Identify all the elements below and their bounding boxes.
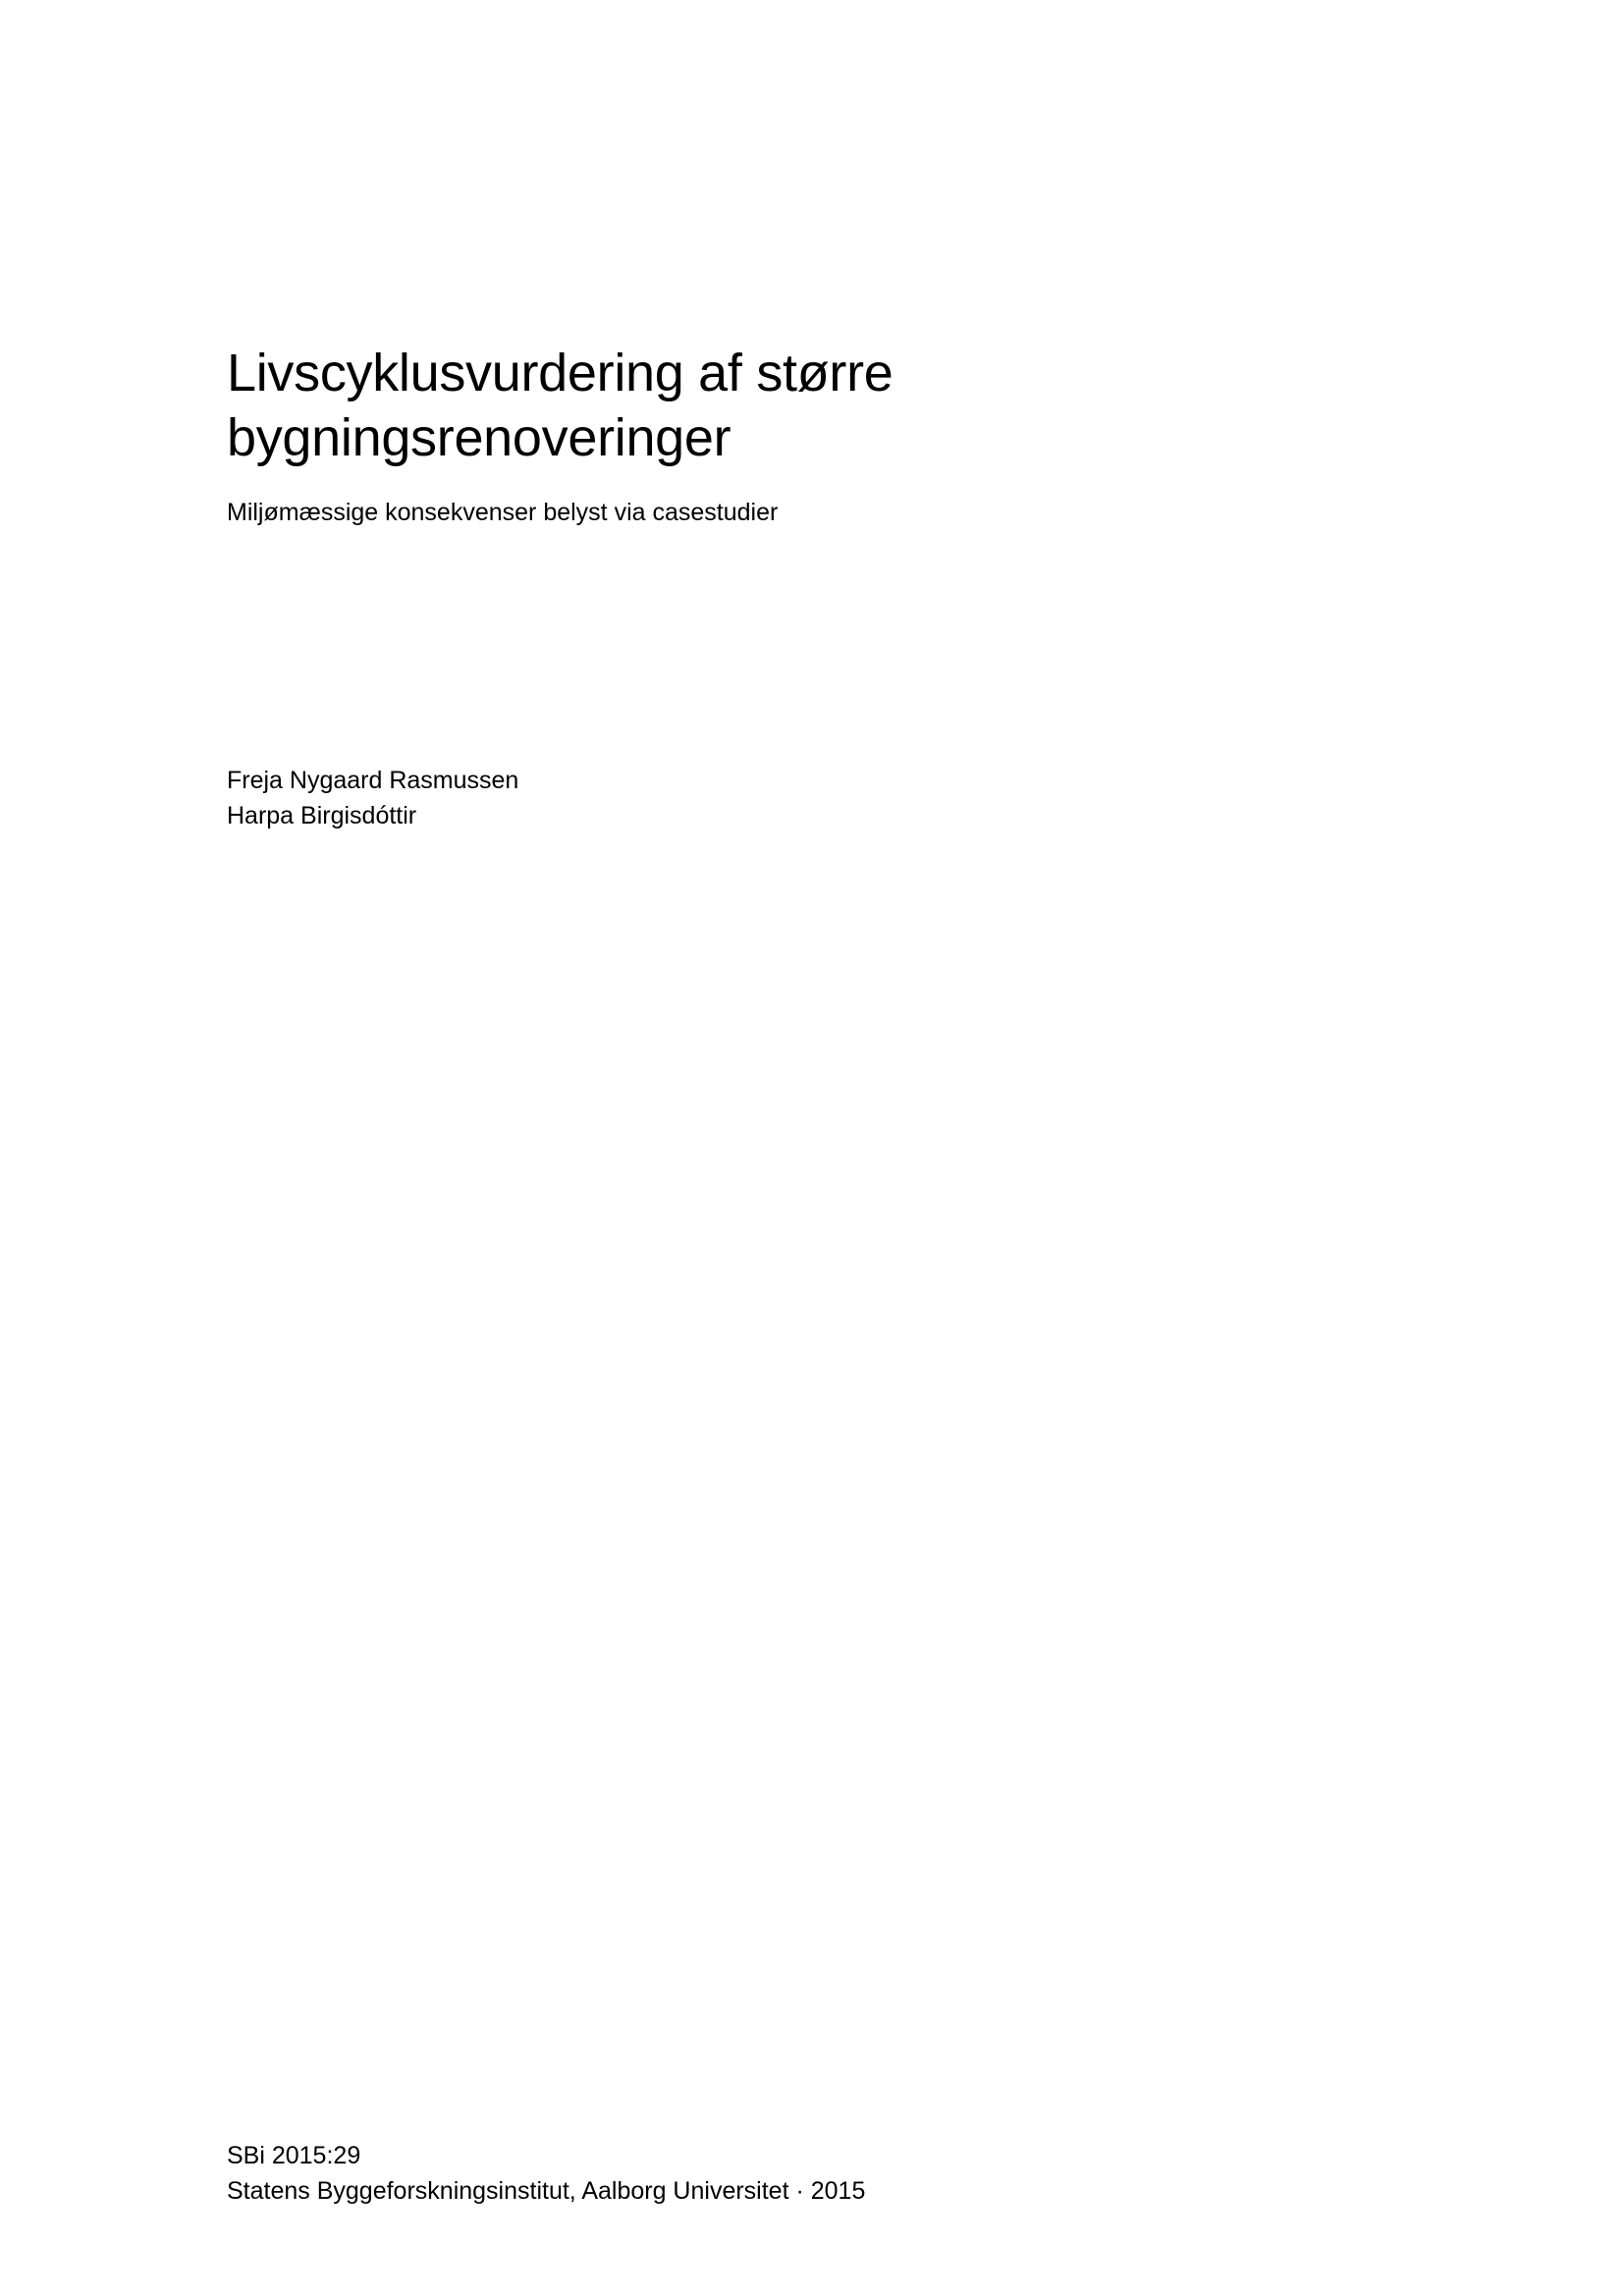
footer [227, 2138, 1356, 2210]
page-title: Livscyklusvurdering af større bygningsrenoveringer [227, 344, 893, 467]
page-subtitle: Miljømæssige konsekvenser belyst via casestudier [227, 498, 779, 526]
authors-list [227, 764, 1110, 833]
report-number: SBi 2015:29 [227, 2142, 361, 2169]
author-name: Harpa Birgisdóttir [227, 801, 417, 829]
publisher-line: Statens Byggeforskningsinstitut, Aalborg Universitet · 2015 [227, 2177, 866, 2206]
author-name: Freja Nygaard Rasmussen [227, 767, 519, 794]
title-block [227, 342, 1326, 530]
